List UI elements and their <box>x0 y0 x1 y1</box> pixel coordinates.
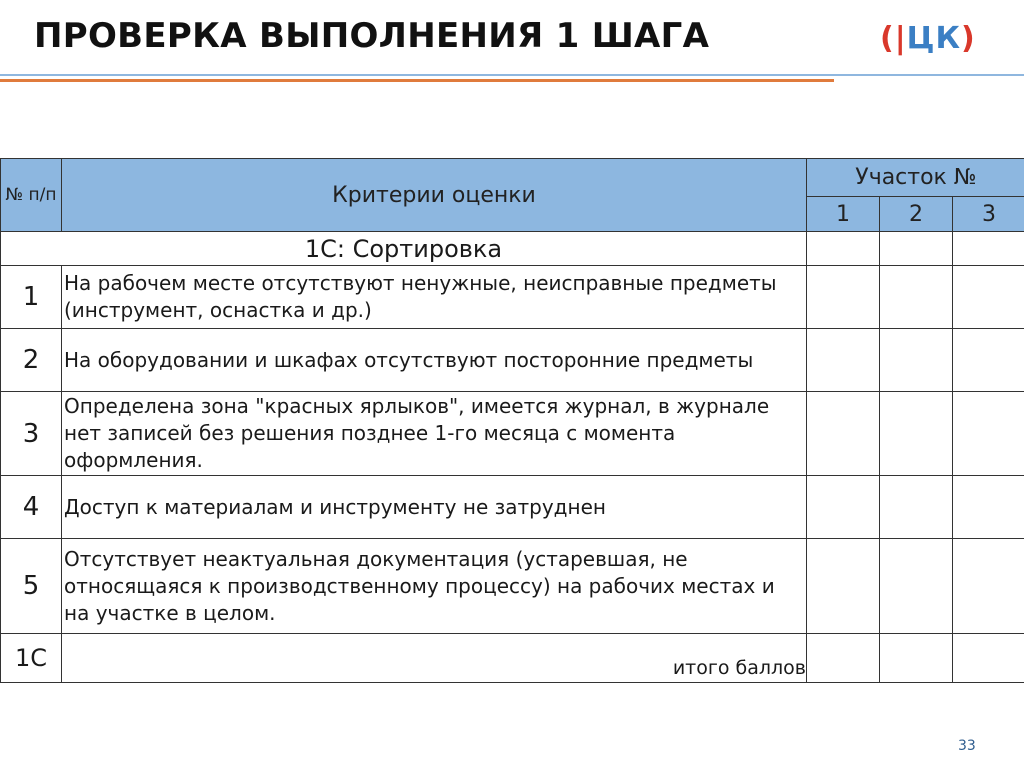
score-cell <box>807 634 880 683</box>
section-row <box>1 232 1024 266</box>
score-cell <box>880 232 953 266</box>
row-criterion: На оборудовании и шкафах отсутствуют посторонние предметы <box>62 329 807 392</box>
table-row <box>1 476 1024 539</box>
criteria-table <box>0 158 1024 683</box>
score-cell <box>880 392 953 476</box>
column-header-number: № п/п <box>1 159 62 232</box>
row-criterion: Определена зона "красных ярлыков", имеется журнал, в журнале нет записей без решения позднее 1-го месяца с момента оформления. <box>62 392 807 476</box>
column-header-criteria: Критерии оценки <box>62 159 807 232</box>
score-cell <box>953 634 1024 683</box>
score-cell <box>807 329 880 392</box>
score-cell <box>953 539 1024 634</box>
score-cell <box>953 266 1024 329</box>
score-cell <box>953 329 1024 392</box>
area-column-1: 1 <box>807 197 880 232</box>
row-number: 4 <box>1 476 62 539</box>
table-row <box>1 392 1024 476</box>
section-title: 1С: Сортировка <box>1 232 807 266</box>
column-header-area: Участок № <box>807 159 1024 197</box>
logo-right-mark: ) <box>961 21 976 56</box>
row-number: 3 <box>1 392 62 476</box>
logo-letters: ЦК <box>906 21 962 56</box>
header-divider-blue <box>0 74 1024 76</box>
table-row <box>1 329 1024 392</box>
row-number: 5 <box>1 539 62 634</box>
score-cell <box>880 266 953 329</box>
table-header-row <box>1 159 1024 197</box>
total-code: 1С <box>1 634 62 683</box>
score-cell <box>807 539 880 634</box>
total-row <box>1 634 1024 683</box>
score-cell <box>953 232 1024 266</box>
score-cell <box>880 539 953 634</box>
row-criterion: Доступ к материалам и инструменту не затруднен <box>62 476 807 539</box>
total-label: итого баллов <box>62 634 807 683</box>
page-title: ПРОВЕРКА ВЫПОЛНЕНИЯ 1 ШАГА <box>34 16 710 56</box>
score-cell <box>880 634 953 683</box>
score-cell <box>807 266 880 329</box>
row-criterion: На рабочем месте отсутствуют ненужные, неисправные предметы (инструмент, оснастка и др.) <box>62 266 807 329</box>
score-cell <box>807 476 880 539</box>
score-cell <box>880 329 953 392</box>
page-number: 33 <box>958 738 976 754</box>
score-cell <box>880 476 953 539</box>
row-criterion: Отсутствует неактуальная документация (устаревшая, не относящаяся к производственному процессу) на рабочих местах и на участке в целом. <box>62 539 807 634</box>
header-divider-orange <box>0 79 834 82</box>
table-row <box>1 266 1024 329</box>
row-number: 2 <box>1 329 62 392</box>
score-cell <box>807 232 880 266</box>
table-row <box>1 539 1024 634</box>
score-cell <box>807 392 880 476</box>
area-column-3: 3 <box>953 197 1024 232</box>
score-cell <box>953 392 1024 476</box>
area-column-2: 2 <box>880 197 953 232</box>
company-logo <box>880 21 976 57</box>
logo-left-mark: (| <box>880 21 907 56</box>
row-number: 1 <box>1 266 62 329</box>
score-cell <box>953 476 1024 539</box>
